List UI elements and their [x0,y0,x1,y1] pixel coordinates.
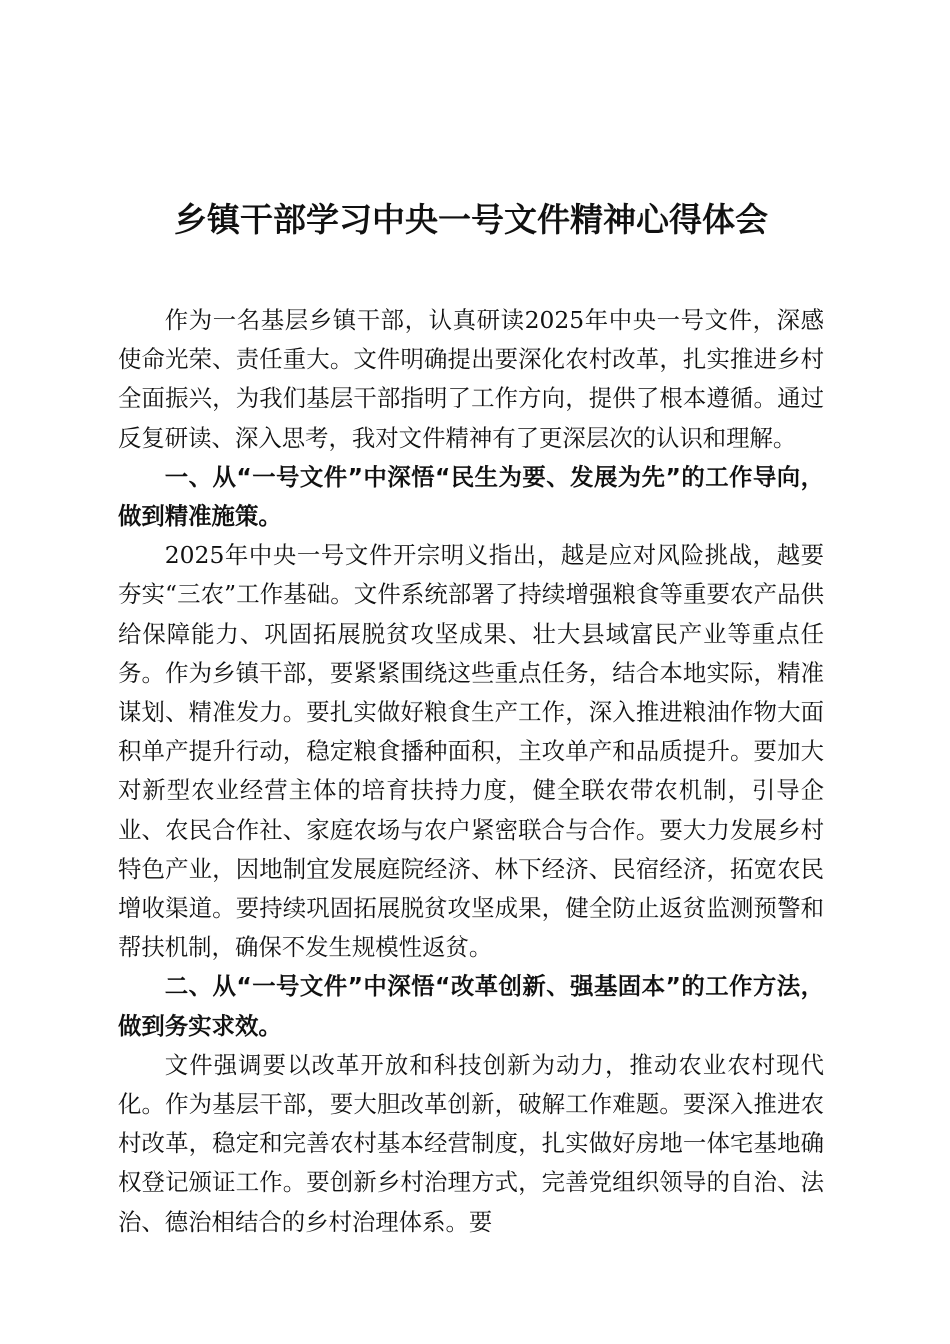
paragraph-section-2: 文件强调要以改革开放和科技创新为动力，推动农业农村现代化。作为基层干部，要大胆改革创新，破解工作难题。要深入推进农村改革，稳定和完善农村基本经营制度，扎实做好房地一体宅基地确权登记颁证工作。要创新乡村治理方式，完善党组织领导的自治、法治、德治相结合的乡村治理体系。要 [118,1050,824,1236]
section-heading-2: 二、从“一号文件”中深悟“改革创新、强基固本”的工作方法，做到务实求效。 [118,972,824,1040]
paragraph-intro: 作为一名基层乡镇干部，认真研读2025年中央一号文件，深感使命光荣、责任重大。文件明确提出要深化农村改革，扎实推进乡村全面振兴，为我们基层干部指明了工作方向，提供了根本遵循。通过反复研读、深入思考，我对文件精神有了更深层次的认识和理解。 [118,306,824,452]
document-title: 乡镇干部学习中央一号文件精神心得体会 [174,200,768,239]
section-heading-1: 一、从“一号文件”中深悟“民生为要、发展为先”的工作导向，做到精准施策。 [118,462,824,531]
document-page [118,196,824,1242]
paragraph-section-1: 2025年中央一号文件开宗明义指出，越是应对风险挑战，越要夯实“三农”工作基础。文件系统部署了持续增强粮食等重要农产品供给保障能力、巩固拓展脱贫攻坚成果、壮大县域富民产业等重点任务。作为乡镇干部，要紧紧围绕这些重点任务，结合本地实际，精准谋划、精准发力。要扎实做好粮食生产工作，深入推进粮油作物大面积单产提升行动，稳定粮食播种面积，主攻单产和品质提升。要加大对新型农业经营主体的培育扶持力度，健全联农带农机制，引导企业、农民合作社、家庭农场与农户紧密联合与合作。要大力发展乡村特色产业，因地制宜发展庭院经济、林下经济、民宿经济，拓宽农民增收渠道。要持续巩固拓展脱贫攻坚成果，健全防止返贫监测预警和帮扶机制，确保不发生规模性返贫。 [118,541,824,962]
